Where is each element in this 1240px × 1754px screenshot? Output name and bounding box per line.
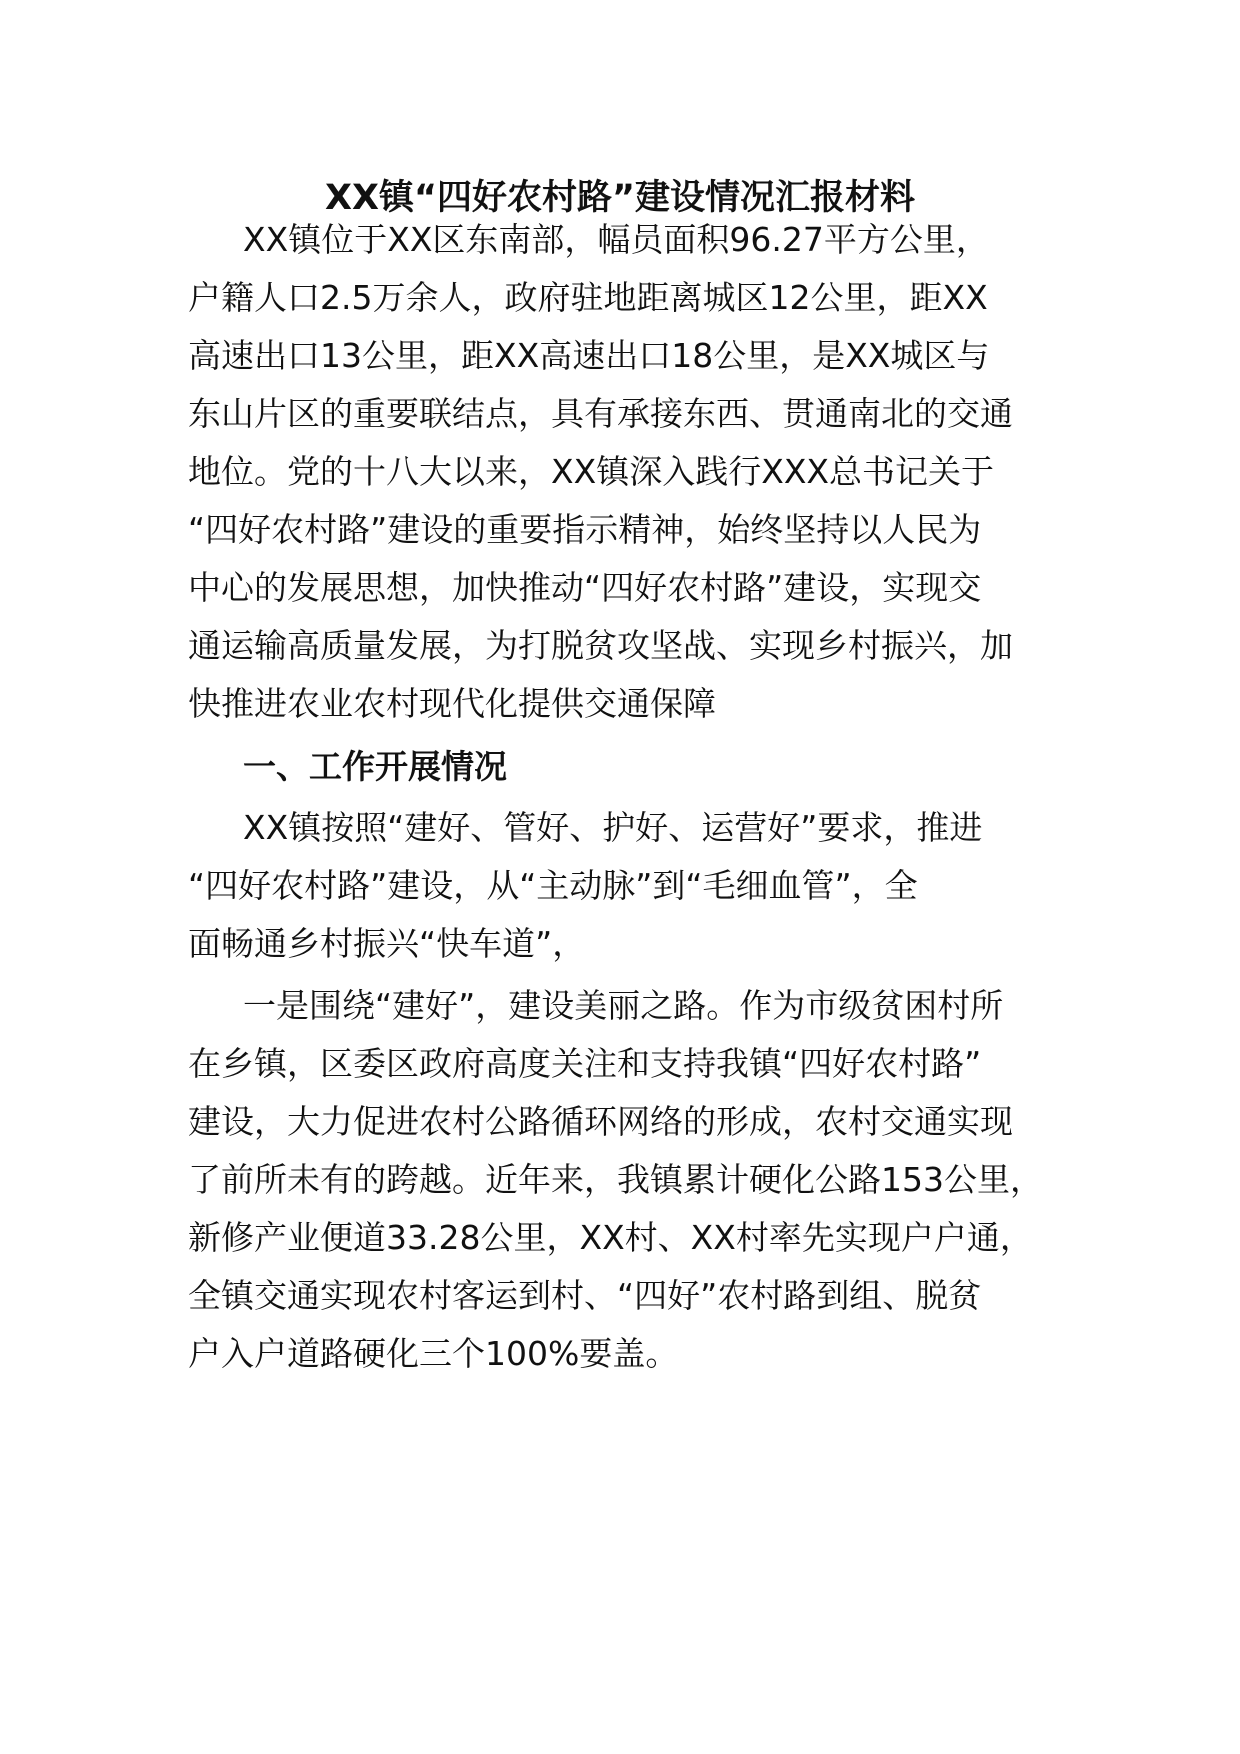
paragraph-1-line-2: 户籍人口2.5万余人，政府驻地距离城区12公里，距XX (188, 278, 988, 317)
paragraph-2-line-1: XX镇按照“建好、管好、护好、运营好”要求，推进 (243, 808, 983, 847)
paragraph-2-line-2: “四好农村路”建设，从“主动脉”到“毛细血管”，全 (188, 866, 918, 905)
paragraph-3-line-2: 在乡镇，区委区政府高度关注和支持我镇“四好农村路” (188, 1044, 982, 1083)
paragraph-3-line-3: 建设，大力促进农村公路循环网络的形成，农村交通实现 (188, 1102, 1013, 1141)
paragraph-1-line-1: XX镇位于XX区东南部，幅员面积96.27平方公里， (243, 220, 989, 259)
document-title: XX镇“四好农村路”建设情况汇报材料 (325, 178, 915, 218)
paragraph-3-line-5: 新修产业便道33.28公里，XX村、XX村率先实现户户通， (188, 1218, 1033, 1257)
paragraph-1-line-3: 高速出口13公里，距XX高速出口18公里，是XX城区与 (188, 336, 990, 375)
paragraph-1-line-5: 地位。党的十八大以来，XX镇深入践行XXX总书记关于 (188, 452, 995, 491)
paragraph-1-line-8: 通运输高质量发展，为打脱贫攻坚战、实现乡村振兴，加 (188, 626, 1013, 665)
paragraph-3-line-4: 了前所未有的跨越。近年来，我镇累计硬化公路153公里， (188, 1160, 1043, 1199)
paragraph-2-line-3: 面畅通乡村振兴“快车道”， (188, 924, 586, 963)
section-heading-work-status: 一、工作开展情况 (243, 747, 507, 786)
paragraph-3-line-1: 一是围绕“建好”，建设美丽之路。作为市级贫困村所 (243, 986, 1004, 1025)
paragraph-1-line-4: 东山片区的重要联结点，具有承接东西、贯通南北的交通 (188, 394, 1013, 433)
paragraph-3-line-7: 户入户道路硬化三个100%要盖。 (188, 1334, 679, 1373)
paragraph-1-line-9: 快推进农业农村现代化提供交通保障 (188, 684, 716, 723)
paragraph-3-line-6: 全镇交通实现农村客运到村、“四好”农村路到组、脱贫 (188, 1276, 982, 1315)
paragraph-1-line-7: 中心的发展思想，加快推动“四好农村路”建设，实现交 (188, 568, 982, 607)
paragraph-1-line-6: “四好农村路”建设的重要指示精神，始终坚持以人民为 (188, 510, 982, 549)
